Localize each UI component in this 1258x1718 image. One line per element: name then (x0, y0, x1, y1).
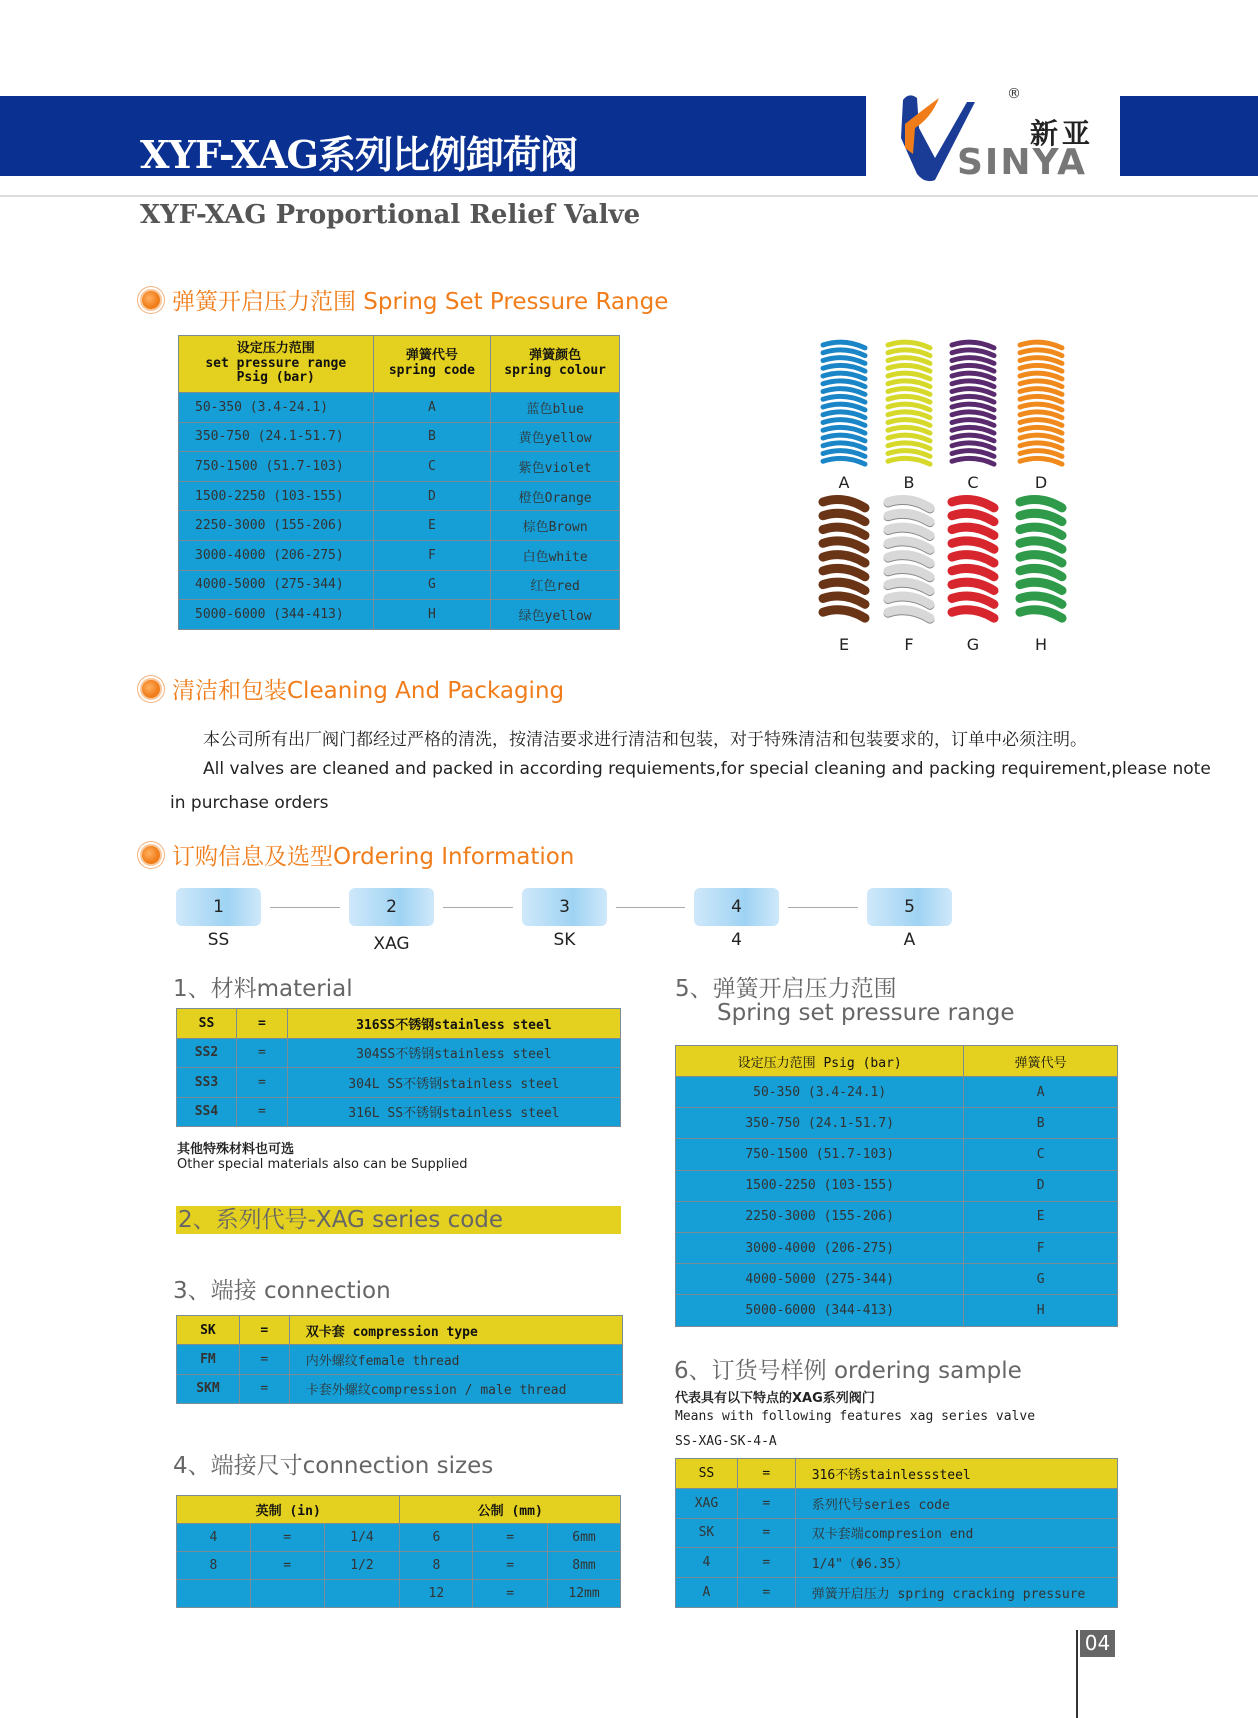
material-note-en: Other special materials also can be Supplied (177, 1157, 468, 1172)
header-text: spring colour (504, 363, 606, 378)
cleaning-text-cn: 本公司所有出厂阀门都经过严格的清洗，按清洁要求进行清洁和包装，对于特殊清洁和包装要求的，订单中必须注明。 (203, 730, 1087, 750)
table-cell: 黄色yellow (491, 422, 620, 452)
table-row (179, 481, 620, 511)
table-cell: 双卡套端compresion end (795, 1518, 1117, 1548)
table-row (676, 1459, 1118, 1489)
table-cell: H (964, 1295, 1118, 1326)
table-cell: = (236, 1097, 287, 1127)
material-note-cn: 其他特殊材料也可选 (177, 1142, 295, 1157)
pressure-title: 5、弹簧开启压力范围 (675, 976, 897, 1002)
table-row (676, 1170, 1118, 1201)
table-cell: = (250, 1552, 324, 1580)
table-row (676, 1578, 1118, 1608)
order-step-1: 1 (176, 888, 261, 926)
logo-cn: 新亚 (1030, 117, 1095, 150)
step-connector (270, 907, 340, 908)
table-cell: 1500-2250 (103-155) (179, 481, 374, 511)
header-text: spring code (388, 363, 475, 378)
material-table (176, 1008, 621, 1127)
table-cell: 红色red (491, 570, 620, 600)
table-cell (324, 1580, 400, 1608)
table-cell: 304L SS不锈钢stainless steel (287, 1068, 620, 1098)
table-cell: 紫色violet (491, 452, 620, 482)
heading-text: 弹簧开启压力范围 Spring Set Pressure Range (172, 289, 669, 315)
spring-A-icon (823, 342, 865, 464)
table-cell: G (373, 570, 491, 600)
table-cell: 6mm (548, 1524, 621, 1552)
heading-text: 清洁和包装Cleaning And Packaging (172, 678, 565, 704)
table-cell: = (250, 1524, 324, 1552)
table-row (676, 1488, 1118, 1518)
order-step-label: SS (207, 930, 230, 950)
table-row (676, 1518, 1118, 1548)
table-cell: = (236, 1009, 287, 1039)
order-step-label: XAG (373, 934, 410, 954)
table-cell: SK (177, 1316, 240, 1345)
table-cell: 750-1500 (51.7-103) (676, 1139, 964, 1170)
table-row (179, 452, 620, 482)
header-banner-right (1120, 96, 1258, 176)
table-cell: 绿色yellow (491, 600, 620, 630)
spring-B-icon (888, 342, 930, 464)
step-connector (443, 907, 513, 908)
table-row (177, 1580, 621, 1608)
sizes-title: 4、端接尺寸connection sizes (173, 1453, 494, 1479)
table-cell: 8 (177, 1552, 251, 1580)
table-row (179, 393, 620, 423)
header-text: set pressure range (205, 355, 347, 371)
table-cell: SS4 (177, 1097, 237, 1127)
page-number: 04 (1080, 1630, 1115, 1657)
spring-label: E (838, 635, 850, 654)
cleaning-text-en-cont: in purchase orders (170, 793, 329, 813)
table-cell: B (964, 1108, 1118, 1139)
table-cell: 棕色Brown (491, 511, 620, 541)
table-cell: A (373, 393, 491, 423)
table-cell: 316SS不锈钢stainless steel (287, 1009, 620, 1039)
sample-line-en: Means with following features xag series valve (675, 1409, 1036, 1424)
step-connector (788, 907, 858, 908)
table-row (179, 540, 620, 570)
table-cell: SS2 (177, 1038, 237, 1068)
table-cell: SKM (177, 1374, 240, 1403)
table-cell: = (737, 1548, 795, 1578)
table-cell: 8 (400, 1552, 473, 1580)
table-row (177, 1524, 621, 1552)
table-cell: 橙色Orange (491, 481, 620, 511)
table-cell: 316不锈stainlesssteel (795, 1459, 1117, 1489)
header-cell (491, 336, 620, 393)
order-step-label: 4 (731, 930, 742, 950)
spring-illustrations (800, 330, 1100, 660)
order-step-label: A (903, 930, 916, 950)
bullet-icon (140, 844, 162, 866)
table-cell: SS3 (177, 1068, 237, 1098)
table-row (177, 1097, 621, 1127)
table-cell: C (373, 452, 491, 482)
material-title: 1、材料material (173, 976, 353, 1002)
header-text: 弹簧颜色 (529, 348, 582, 364)
header-divider (0, 195, 1258, 197)
order-step-3: 3 (522, 888, 607, 926)
pressure-title-en: Spring set pressure range (717, 1000, 1015, 1026)
spring-H-icon (1020, 500, 1062, 619)
table-row (177, 1009, 621, 1039)
series-code-bar: 2、系列代号-XAG series code (176, 1206, 621, 1234)
table-row (177, 1552, 621, 1580)
table-cell: D (373, 481, 491, 511)
table-cell: E (373, 511, 491, 541)
table-cell: = (236, 1038, 287, 1068)
header-cell: 弹簧代号 (964, 1046, 1118, 1077)
table-row (177, 1374, 623, 1403)
table-cell: FM (177, 1345, 240, 1374)
table-cell: = (737, 1459, 795, 1489)
table-cell: SS (676, 1459, 738, 1489)
table-cell: G (964, 1264, 1118, 1295)
table-cell: 8mm (548, 1552, 621, 1580)
table-row (676, 1264, 1118, 1295)
sample-table (675, 1458, 1118, 1608)
table-cell: 350-750 (24.1-51.7) (676, 1108, 964, 1139)
table-cell: C (964, 1139, 1118, 1170)
page-subtitle: XYF-XAG Proportional Relief Valve (140, 200, 641, 230)
table-cell: SS (177, 1009, 237, 1039)
spring-label: H (1034, 635, 1048, 654)
table-row (179, 570, 620, 600)
logo-en: SINYA (957, 142, 1087, 183)
table-cell: 1500-2250 (103-155) (676, 1170, 964, 1201)
section-cleaning-heading (140, 672, 564, 705)
section-ordering-heading (140, 838, 574, 871)
spring-label: D (1034, 473, 1048, 492)
table-cell: 6 (400, 1524, 473, 1552)
table-cell: D (964, 1170, 1118, 1201)
table-row (177, 1345, 623, 1374)
table-row (676, 1295, 1118, 1326)
table-row (179, 422, 620, 452)
table-cell: 4000-5000 (275-344) (179, 570, 374, 600)
table-row (179, 511, 620, 541)
table-row (676, 1548, 1118, 1578)
table-cell: = (737, 1518, 795, 1548)
table-header-row (179, 336, 620, 393)
table-cell: F (964, 1232, 1118, 1263)
table-cell: 1/4 (324, 1524, 400, 1552)
step-connector (616, 907, 685, 908)
table-cell: 内外螺纹female thread (289, 1345, 622, 1374)
table-cell: 4 (676, 1548, 738, 1578)
table-cell: 4 (177, 1524, 251, 1552)
order-step-label: SK (553, 930, 576, 950)
table-cell: 3000-4000 (206-275) (179, 540, 374, 570)
pressure-table (675, 1045, 1118, 1327)
table-cell: 1/2 (324, 1552, 400, 1580)
cleaning-text-en: All valves are cleaned and packed in according requiements,for special cleaning and packing requirement,please note (203, 759, 1211, 779)
table-row (676, 1232, 1118, 1263)
connection-title: 3、端接 connection (173, 1278, 391, 1304)
table-cell: XAG (676, 1488, 738, 1518)
table-row (177, 1316, 623, 1345)
table-cell: H (373, 600, 491, 630)
page-title: XYF-XAG系列比例卸荷阀 (140, 132, 577, 177)
section-spring-range-heading (140, 283, 668, 316)
table-cell: SK (676, 1518, 738, 1548)
table-cell: = (239, 1345, 289, 1374)
table-cell: A (676, 1578, 738, 1608)
header-text: 设定压力范围 (236, 340, 315, 356)
table-cell: 双卡套 compression type (289, 1316, 622, 1345)
table-row (676, 1077, 1118, 1108)
sample-line-cn: 代表具有以下特点的XAG系列阀门 (675, 1391, 875, 1406)
sizes-table (176, 1495, 621, 1608)
sample-code: SS-XAG-SK-4-A (675, 1434, 777, 1449)
table-row (177, 1038, 621, 1068)
table-row (179, 600, 620, 630)
table-cell: 12 (400, 1580, 473, 1608)
header-cell: 设定压力范围 Psig (bar) (676, 1046, 964, 1077)
table-cell: = (239, 1316, 289, 1345)
table-cell: 3000-4000 (206-275) (676, 1232, 964, 1263)
table-row (177, 1068, 621, 1098)
table-row (676, 1201, 1118, 1232)
spring-label: C (967, 473, 979, 492)
header-text: Psig (bar) (236, 370, 315, 386)
heading-text: 订购信息及选型Ordering Information (172, 844, 575, 870)
table-cell: 白色white (491, 540, 620, 570)
table-cell: 4000-5000 (275-344) (676, 1264, 964, 1295)
registered-mark: ® (1007, 86, 1021, 102)
table-cell: = (239, 1374, 289, 1403)
order-step-4: 4 (694, 888, 779, 926)
header-cell: 英制 (in) (177, 1496, 400, 1524)
table-cell: 卡套外螺纹compression / male thread (289, 1374, 622, 1403)
table-cell: 系列代号series code (795, 1488, 1117, 1518)
table-cell: 5000-6000 (344-413) (676, 1295, 964, 1326)
table-cell (250, 1580, 324, 1608)
table-cell: 12mm (548, 1580, 621, 1608)
table-header-row (676, 1046, 1118, 1077)
table-cell: = (236, 1068, 287, 1098)
table-header-row (177, 1496, 621, 1524)
table-cell: 5000-6000 (344-413) (179, 600, 374, 630)
header-cell: 公制 (mm) (400, 1496, 621, 1524)
bullet-icon (140, 289, 162, 311)
spring-label: G (966, 635, 980, 654)
table-cell: 弹簧开启压力 spring cracking pressure (795, 1578, 1117, 1608)
header-cell (179, 336, 374, 393)
connection-table (176, 1315, 623, 1404)
table-cell: = (473, 1552, 548, 1580)
table-cell: 2250-3000 (155-206) (179, 511, 374, 541)
table-cell: F (373, 540, 491, 570)
bullet-icon (140, 678, 162, 700)
spring-D-icon (1020, 342, 1062, 464)
table-cell: B (373, 422, 491, 452)
spring-E-icon (823, 500, 865, 619)
spring-F-icon (888, 500, 930, 619)
table-cell: 50-350 (3.4-24.1) (179, 393, 374, 423)
table-cell: 50-350 (3.4-24.1) (676, 1077, 964, 1108)
table-cell: 304SS不锈钢stainless steel (287, 1038, 620, 1068)
table-cell: = (737, 1488, 795, 1518)
spring-range-table (178, 335, 620, 630)
header-cell (373, 336, 491, 393)
table-cell (177, 1580, 251, 1608)
table-cell: = (737, 1578, 795, 1608)
table-cell: 350-750 (24.1-51.7) (179, 422, 374, 452)
table-cell: 316L SS不锈钢stainless steel (287, 1097, 620, 1127)
table-cell: = (473, 1524, 548, 1552)
table-cell: E (964, 1201, 1118, 1232)
spring-label: A (838, 473, 850, 492)
spring-G-icon (952, 500, 994, 619)
table-cell: A (964, 1077, 1118, 1108)
table-cell: 蓝色blue (491, 393, 620, 423)
spring-label: F (904, 635, 914, 654)
header-text: 弹簧代号 (405, 348, 458, 364)
table-cell: 1/4"（Φ6.35） (795, 1548, 1117, 1578)
table-cell: = (473, 1580, 548, 1608)
order-step-5: 5 (867, 888, 952, 926)
spring-C-icon (952, 342, 994, 464)
table-cell: 2250-3000 (155-206) (676, 1201, 964, 1232)
spring-label: B (903, 473, 915, 492)
table-row (676, 1139, 1118, 1170)
table-cell: 750-1500 (51.7-103) (179, 452, 374, 482)
sample-title: 6、订货号样例 ordering sample (674, 1358, 1022, 1384)
page-number-rule (1076, 1630, 1078, 1718)
logo (895, 88, 1115, 184)
order-step-2: 2 (349, 888, 434, 926)
table-row (676, 1108, 1118, 1139)
